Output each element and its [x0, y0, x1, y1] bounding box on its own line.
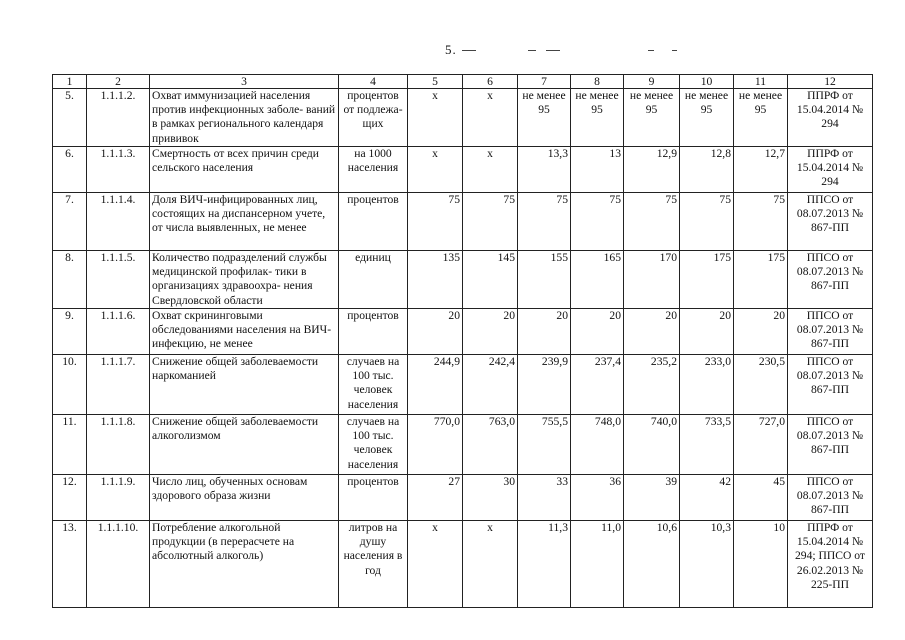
column-number: 7: [518, 75, 571, 89]
row-number-cell: 10.: [53, 355, 87, 415]
column-number: 10: [680, 75, 734, 89]
source-document-cell: ППСО от 08.07.2013 № 867-ПП: [788, 251, 873, 309]
source-document-cell: ППРФ от 15.04.2014 № 294: [788, 89, 873, 147]
table-row: [53, 415, 873, 475]
year-value-cell: 235,2: [624, 355, 680, 415]
year-value-cell: 145: [463, 251, 518, 309]
table-row: [53, 251, 873, 309]
table-row: [53, 147, 873, 193]
row-number-cell: 9.: [53, 309, 87, 355]
year-value-cell: 11,0: [571, 521, 624, 608]
scan-artifact-line: [528, 50, 536, 51]
indicator-code-cell: 1.1.1.7.: [87, 355, 150, 415]
year-value-cell: 242,4: [463, 355, 518, 415]
unit-cell: на 1000 населения: [339, 147, 408, 193]
indicator-code-cell: 1.1.1.3.: [87, 147, 150, 193]
year-value-cell: не менее 95: [571, 89, 624, 147]
scan-artifact-line: [462, 50, 476, 51]
year-value-cell: 165: [571, 251, 624, 309]
year-value-cell: 763,0: [463, 415, 518, 475]
year-value-cell: 175: [734, 251, 788, 309]
year-value-cell: 75: [408, 193, 463, 251]
year-value-cell: 12,7: [734, 147, 788, 193]
source-document-cell: ППСО от 08.07.2013 № 867-ПП: [788, 475, 873, 521]
year-value-cell: 30: [463, 475, 518, 521]
page-number: 5.: [445, 42, 457, 57]
year-value-cell: 237,4: [571, 355, 624, 415]
year-value-cell: 20: [680, 309, 734, 355]
unit-cell: единиц: [339, 251, 408, 309]
year-value-cell: 740,0: [624, 415, 680, 475]
indicator-name-cell: Число лиц, обученных основам здорового образа жизни: [150, 475, 339, 521]
indicators-table: [52, 74, 873, 608]
row-number-cell: 11.: [53, 415, 87, 475]
year-value-cell: не менее 95: [624, 89, 680, 147]
source-document-cell: ППРФ от 15.04.2014 № 294; ППСО от 26.02.2013 № 225-ПП: [788, 521, 873, 608]
indicator-code-cell: 1.1.1.9.: [87, 475, 150, 521]
year-value-cell: 155: [518, 251, 571, 309]
year-value-cell: 75: [571, 193, 624, 251]
source-document-cell: ППСО от 08.07.2013 № 867-ПП: [788, 309, 873, 355]
year-value-cell: 45: [734, 475, 788, 521]
year-value-cell: 13: [571, 147, 624, 193]
year-value-cell: 20: [463, 309, 518, 355]
column-number: 12: [788, 75, 873, 89]
indicator-code-cell: 1.1.1.10.: [87, 521, 150, 608]
year-value-cell: 175: [680, 251, 734, 309]
scan-artifact-line: [546, 50, 560, 51]
row-number-cell: 7.: [53, 193, 87, 251]
table-row: [53, 475, 873, 521]
column-number: 4: [339, 75, 408, 89]
indicator-code-cell: 1.1.1.8.: [87, 415, 150, 475]
year-value-cell: x: [463, 521, 518, 608]
table-row: [53, 193, 873, 251]
indicator-code-cell: 1.1.1.6.: [87, 309, 150, 355]
year-value-cell: 20: [734, 309, 788, 355]
year-value-cell: 13,3: [518, 147, 571, 193]
year-value-cell: 239,9: [518, 355, 571, 415]
year-value-cell: 10,3: [680, 521, 734, 608]
indicator-code-cell: 1.1.1.5.: [87, 251, 150, 309]
year-value-cell: не менее 95: [518, 89, 571, 147]
column-number: 9: [624, 75, 680, 89]
year-value-cell: x: [408, 89, 463, 147]
column-number: 2: [87, 75, 150, 89]
year-value-cell: 770,0: [408, 415, 463, 475]
year-value-cell: 135: [408, 251, 463, 309]
row-number-cell: 13.: [53, 521, 87, 608]
year-value-cell: 27: [408, 475, 463, 521]
year-value-cell: 39: [624, 475, 680, 521]
year-value-cell: 20: [624, 309, 680, 355]
column-number: 1: [53, 75, 87, 89]
year-value-cell: 230,5: [734, 355, 788, 415]
indicator-name-cell: Охват иммунизацией населения против инфекционных заболе- ваний в рамках регионального календаря прививок: [150, 89, 339, 147]
year-value-cell: 75: [624, 193, 680, 251]
year-value-cell: x: [463, 89, 518, 147]
source-document-cell: ППРФ от 15.04.2014 № 294: [788, 147, 873, 193]
year-value-cell: 733,5: [680, 415, 734, 475]
row-number-cell: 5.: [53, 89, 87, 147]
year-value-cell: 20: [408, 309, 463, 355]
year-value-cell: 75: [734, 193, 788, 251]
table-row: [53, 89, 873, 147]
unit-cell: процентов от подлежа- щих: [339, 89, 408, 147]
table-row: [53, 309, 873, 355]
year-value-cell: 75: [463, 193, 518, 251]
year-value-cell: 12,8: [680, 147, 734, 193]
unit-cell: случаев на 100 тыс. человек населения: [339, 415, 408, 475]
year-value-cell: 748,0: [571, 415, 624, 475]
column-number: 5: [408, 75, 463, 89]
year-value-cell: 75: [518, 193, 571, 251]
year-value-cell: 20: [571, 309, 624, 355]
unit-cell: процентов: [339, 309, 408, 355]
year-value-cell: не менее 95: [734, 89, 788, 147]
year-value-cell: 170: [624, 251, 680, 309]
column-number: 8: [571, 75, 624, 89]
unit-cell: случаев на 100 тыс. человек населения: [339, 355, 408, 415]
year-value-cell: 233,0: [680, 355, 734, 415]
column-number: 3: [150, 75, 339, 89]
row-number-cell: 6.: [53, 147, 87, 193]
column-number: 11: [734, 75, 788, 89]
source-document-cell: ППСО от 08.07.2013 № 867-ПП: [788, 193, 873, 251]
year-value-cell: x: [408, 147, 463, 193]
year-value-cell: 33: [518, 475, 571, 521]
table-row: [53, 355, 873, 415]
indicator-name-cell: Снижение общей заболеваемости алкоголизмом: [150, 415, 339, 475]
indicator-name-cell: Количество подразделений службы медицинской профилак- тики в организациях здравоохра- нения Свердловской области: [150, 251, 339, 309]
source-document-cell: ППСО от 08.07.2013 № 867-ПП: [788, 415, 873, 475]
column-number: 6: [463, 75, 518, 89]
source-document-cell: ППСО от 08.07.2013 № 867-ПП: [788, 355, 873, 415]
year-value-cell: 75: [680, 193, 734, 251]
unit-cell: процентов: [339, 193, 408, 251]
indicator-name-cell: Доля ВИЧ-инфицированных лиц, состоящих на диспансерном учете, от числа выявленных, не менее: [150, 193, 339, 251]
year-value-cell: 755,5: [518, 415, 571, 475]
year-value-cell: x: [408, 521, 463, 608]
indicator-code-cell: 1.1.1.4.: [87, 193, 150, 251]
year-value-cell: 10: [734, 521, 788, 608]
table-row: [53, 521, 873, 608]
year-value-cell: 727,0: [734, 415, 788, 475]
column-number-row: [53, 75, 873, 89]
year-value-cell: не менее 95: [680, 89, 734, 147]
year-value-cell: 36: [571, 475, 624, 521]
year-value-cell: 11,3: [518, 521, 571, 608]
row-number-cell: 8.: [53, 251, 87, 309]
year-value-cell: 10,6: [624, 521, 680, 608]
row-number-cell: 12.: [53, 475, 87, 521]
indicator-name-cell: Потребление алкогольной продукции (в перерасчете на абсолютный алкоголь): [150, 521, 339, 608]
year-value-cell: 42: [680, 475, 734, 521]
indicator-name-cell: Охват скрининговыми обследованиями населения на ВИЧ-инфекцию, не менее: [150, 309, 339, 355]
scan-artifact-line: [648, 50, 654, 51]
year-value-cell: x: [463, 147, 518, 193]
indicator-code-cell: 1.1.1.2.: [87, 89, 150, 147]
scan-artifact-line: [672, 50, 677, 51]
indicator-name-cell: Снижение общей заболеваемости наркоманией: [150, 355, 339, 415]
indicator-name-cell: Смертность от всех причин среди сельского населения: [150, 147, 339, 193]
year-value-cell: 244,9: [408, 355, 463, 415]
unit-cell: литров на душу населения в год: [339, 521, 408, 608]
year-value-cell: 20: [518, 309, 571, 355]
year-value-cell: 12,9: [624, 147, 680, 193]
unit-cell: процентов: [339, 475, 408, 521]
